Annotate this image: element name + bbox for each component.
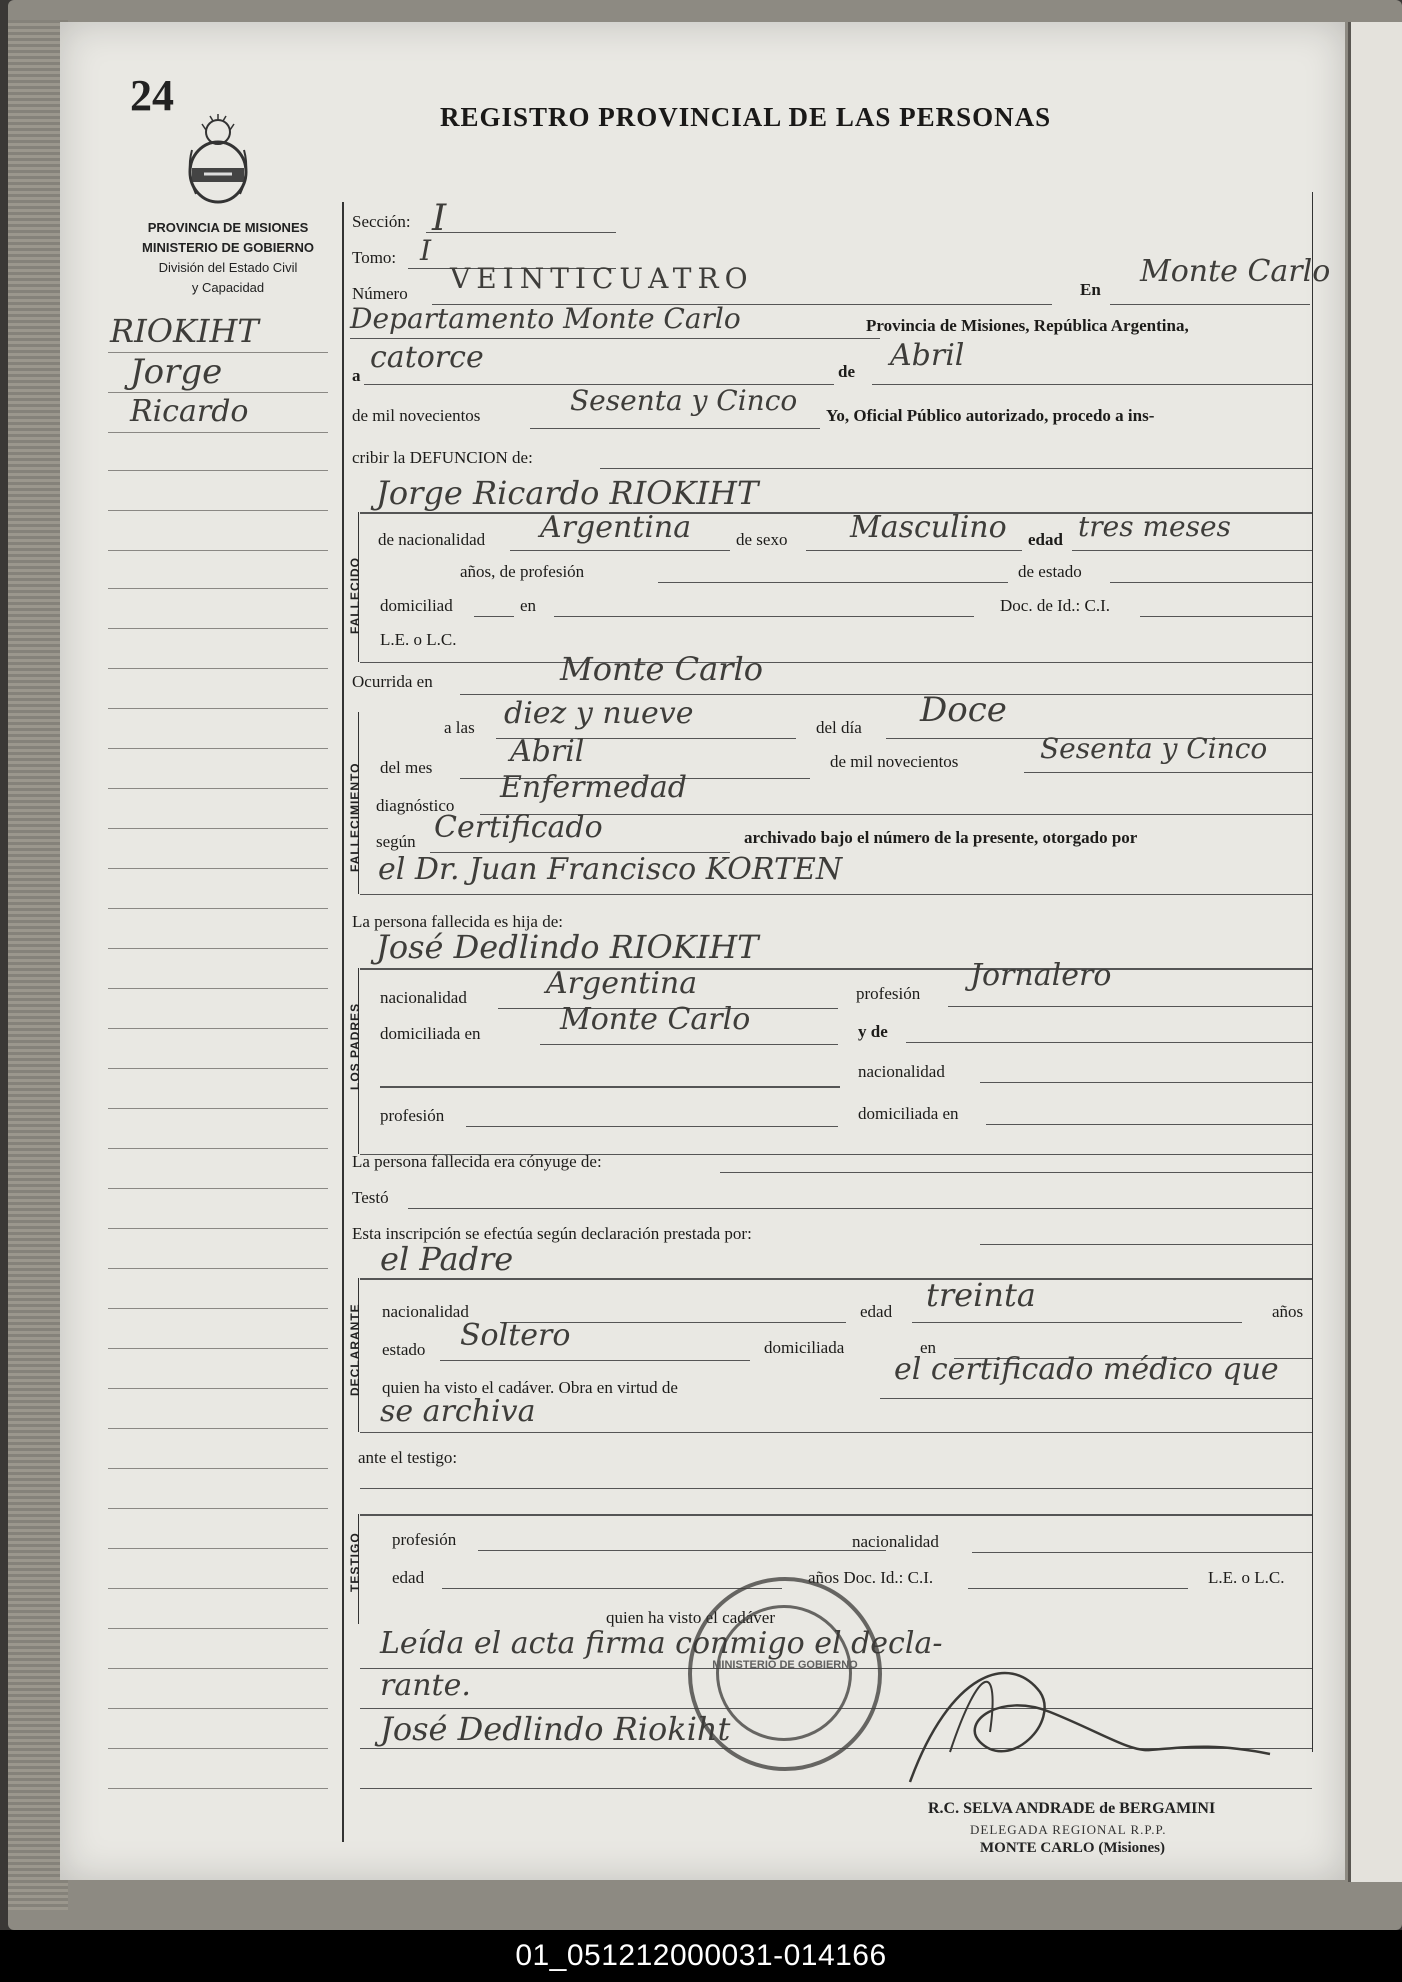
testigo-edad-label: edad <box>392 1568 425 1587</box>
del-dia-label: del día <box>816 718 862 737</box>
office-capacity: y Capacidad <box>191 280 265 295</box>
sexo-label: de sexo <box>736 530 788 549</box>
de-value: Abril <box>890 338 965 373</box>
declarante-edad-label: edad <box>860 1302 893 1321</box>
declarante-nacionalidad-label: nacionalidad <box>382 1302 469 1321</box>
testigo-profesion-label: profesión <box>392 1530 457 1549</box>
padre-domicilio-label: domiciliada en <box>380 1024 481 1043</box>
seccion-label: Sección: <box>352 212 411 231</box>
sexo-value: Masculino <box>850 510 1007 545</box>
testo-label: Testó <box>352 1188 389 1207</box>
declarante-anos-label: años <box>1272 1302 1304 1321</box>
de-mil-label: de mil novecientos <box>352 406 481 425</box>
margin-name-2: Ricardo <box>130 394 249 429</box>
doc-id-label: Doc. de Id.: C.I. <box>1000 596 1111 615</box>
cierre-line-2: rante. <box>380 1668 471 1703</box>
page-number: 24 <box>130 71 174 120</box>
en-value: Monte Carlo <box>1140 254 1331 289</box>
official-role: DELEGADA REGIONAL R.P.P. <box>970 1822 1167 1837</box>
declarante-value: el Padre <box>380 1240 514 1278</box>
a-label: a <box>352 366 361 385</box>
madre-domicilio-label: domiciliada en <box>858 1104 959 1123</box>
y-de-label: y de <box>858 1022 888 1041</box>
side-label-testigo: TESTIGO <box>348 1532 362 1592</box>
cribir-label: cribir la DEFUNCION de: <box>352 448 533 467</box>
del-mes-label: del mes <box>380 758 433 777</box>
cierre-line-1: Leída el acta firma conmigo el decla- <box>380 1626 943 1661</box>
register-page <box>60 22 1345 1880</box>
padre-nacionalidad-label: nacionalidad <box>380 988 467 1007</box>
domiciliad-label: domiciliad <box>380 596 453 615</box>
declarante-edad-value: treinta <box>926 1276 1036 1314</box>
nacionalidad-label: de nacionalidad <box>378 530 486 549</box>
de-label: de <box>838 362 855 381</box>
office-ministry: MINISTERIO DE GOBIERNO <box>142 240 314 255</box>
madre-profesion-label: profesión <box>380 1106 445 1125</box>
en-label: En <box>1080 280 1101 299</box>
de-mil-nov-value: Sesenta y Cinco <box>1040 732 1268 765</box>
a-value: catorce <box>370 340 484 375</box>
obra-virtud-value: el certificado médico que <box>894 1352 1279 1387</box>
anos-profesion-label: años, de profesión <box>460 562 585 581</box>
de-estado-label: de estado <box>1018 562 1082 581</box>
office-block <box>110 218 346 298</box>
declarante-estado-label: estado <box>382 1340 426 1359</box>
declarante-en-label: en <box>920 1338 937 1357</box>
ante-testigo-label: ante el testigo: <box>358 1448 458 1467</box>
testigo-nacionalidad-label: nacionalidad <box>852 1532 939 1551</box>
provincia-label: Provincia de Misiones, República Argentina, <box>866 316 1189 335</box>
padre-profesion-value: Jornalero <box>970 958 1112 993</box>
a-las-label: a las <box>444 718 475 737</box>
office-division: División del Estado Civil <box>158 260 298 275</box>
declarante-domiciliada-label: domiciliada <box>764 1338 845 1357</box>
edad-label: edad <box>1028 530 1063 549</box>
ocurrida-label: Ocurrida en <box>352 672 433 691</box>
nacionalidad-value: Argentina <box>540 510 692 545</box>
fallecido-nombre: Jorge Ricardo RIOKIHT <box>376 474 759 512</box>
official-name: R.C. SELVA ANDRADE de BERGAMINI <box>928 1800 1216 1817</box>
de-mil-value: Sesenta y Cinco <box>570 384 798 417</box>
book-binding <box>8 20 68 1910</box>
diagnostico-label: diagnóstico <box>376 796 455 815</box>
madre-nacionalidad-label: nacionalidad <box>858 1062 945 1081</box>
form-right-rule <box>1312 192 1313 1752</box>
testigo-anos-doc-label: años Doc. Id.: C.I. <box>808 1568 934 1587</box>
del-dia-value: Doce <box>920 690 1007 730</box>
departamento-value: Departamento Monte Carlo <box>350 302 741 335</box>
seccion-value: I <box>432 198 447 239</box>
margin-surname: RIOKIHT <box>110 312 259 350</box>
padre-nombre: José Dedlindo RIOKIHT <box>376 928 759 966</box>
office-province: PROVINCIA DE MISIONES <box>147 220 309 235</box>
inscripcion-label: Esta inscripción se efectúa según declaración prestada por: <box>352 1224 752 1243</box>
padre-profesion-label: profesión <box>856 984 921 1003</box>
official-place: MONTE CARLO (Misiones) <box>980 1840 1165 1856</box>
firma-declarante: José Dedlindo Riokiht <box>380 1710 731 1748</box>
en-small-label: en <box>520 596 537 615</box>
segun-value: Certificado <box>434 810 603 845</box>
form-left-rule <box>342 202 344 1842</box>
adjacent-page-edge <box>1348 22 1402 1882</box>
side-label-declarante: DECLARANTE <box>348 1303 362 1396</box>
de-mil-nov-label: de mil novecientos <box>830 752 959 771</box>
tomo-value: I <box>420 234 432 267</box>
ocurrida-value: Monte Carlo <box>560 650 763 688</box>
conyuge-label: La persona fallecida era cónyuge de: <box>352 1152 602 1171</box>
hija-de-label: La persona fallecida es hija de: <box>352 912 563 931</box>
quien-ha-visto-label: quien ha visto el cadáver <box>606 1608 775 1627</box>
le-lc-label: L.E. o L.C. <box>380 630 457 649</box>
official-seal-icon <box>688 1577 882 1771</box>
otorgado-por-value: el Dr. Juan Francisco KORTEN <box>378 852 843 887</box>
page-title: REGISTRO PROVINCIAL DE LAS PERSONAS <box>440 102 1052 132</box>
del-mes-value: Abril <box>510 734 585 769</box>
image-caption: 01_051212000031-014166 <box>0 1930 1402 1982</box>
coat-of-arms-icon <box>182 110 254 206</box>
edad-value: tres meses <box>1078 510 1231 543</box>
tomo-label: Tomo: <box>352 248 397 267</box>
side-label-fallecido: FALLECIDO <box>348 557 362 634</box>
numero-label: Número <box>352 284 408 303</box>
seal-text: MINISTERIO DE GOBIERNO <box>712 1659 858 1671</box>
padre-domicilio-value: Monte Carlo <box>560 1002 751 1037</box>
numero-value: VEINTICUATRO <box>450 262 754 295</box>
archivado-label: archivado bajo el número de la presente, otorgado por <box>744 828 1138 847</box>
official-signature-icon <box>890 1632 1290 1802</box>
declarante-estado-value: Soltero <box>460 1318 571 1353</box>
margin-name-1: Jorge <box>130 352 223 392</box>
testigo-le-lc-label: L.E. o L.C. <box>1208 1568 1285 1587</box>
quien-visto-label: quien ha visto el cadáver. Obra en virtud de <box>382 1378 678 1397</box>
padre-nacionalidad-value: Argentina <box>546 966 698 1001</box>
side-label-los-padres: LOS PADRES <box>348 1002 362 1090</box>
yo-oficial-label: Yo, Oficial Público autorizado, procedo a ins- <box>826 406 1155 425</box>
side-label-fallecimiento: FALLECIMIENTO <box>348 762 362 872</box>
diagnostico-value: Enfermedad <box>500 770 687 805</box>
a-las-value: diez y nueve <box>504 696 694 731</box>
obra-virtud-value-2: se archiva <box>380 1394 536 1429</box>
segun-label: según <box>376 832 416 851</box>
